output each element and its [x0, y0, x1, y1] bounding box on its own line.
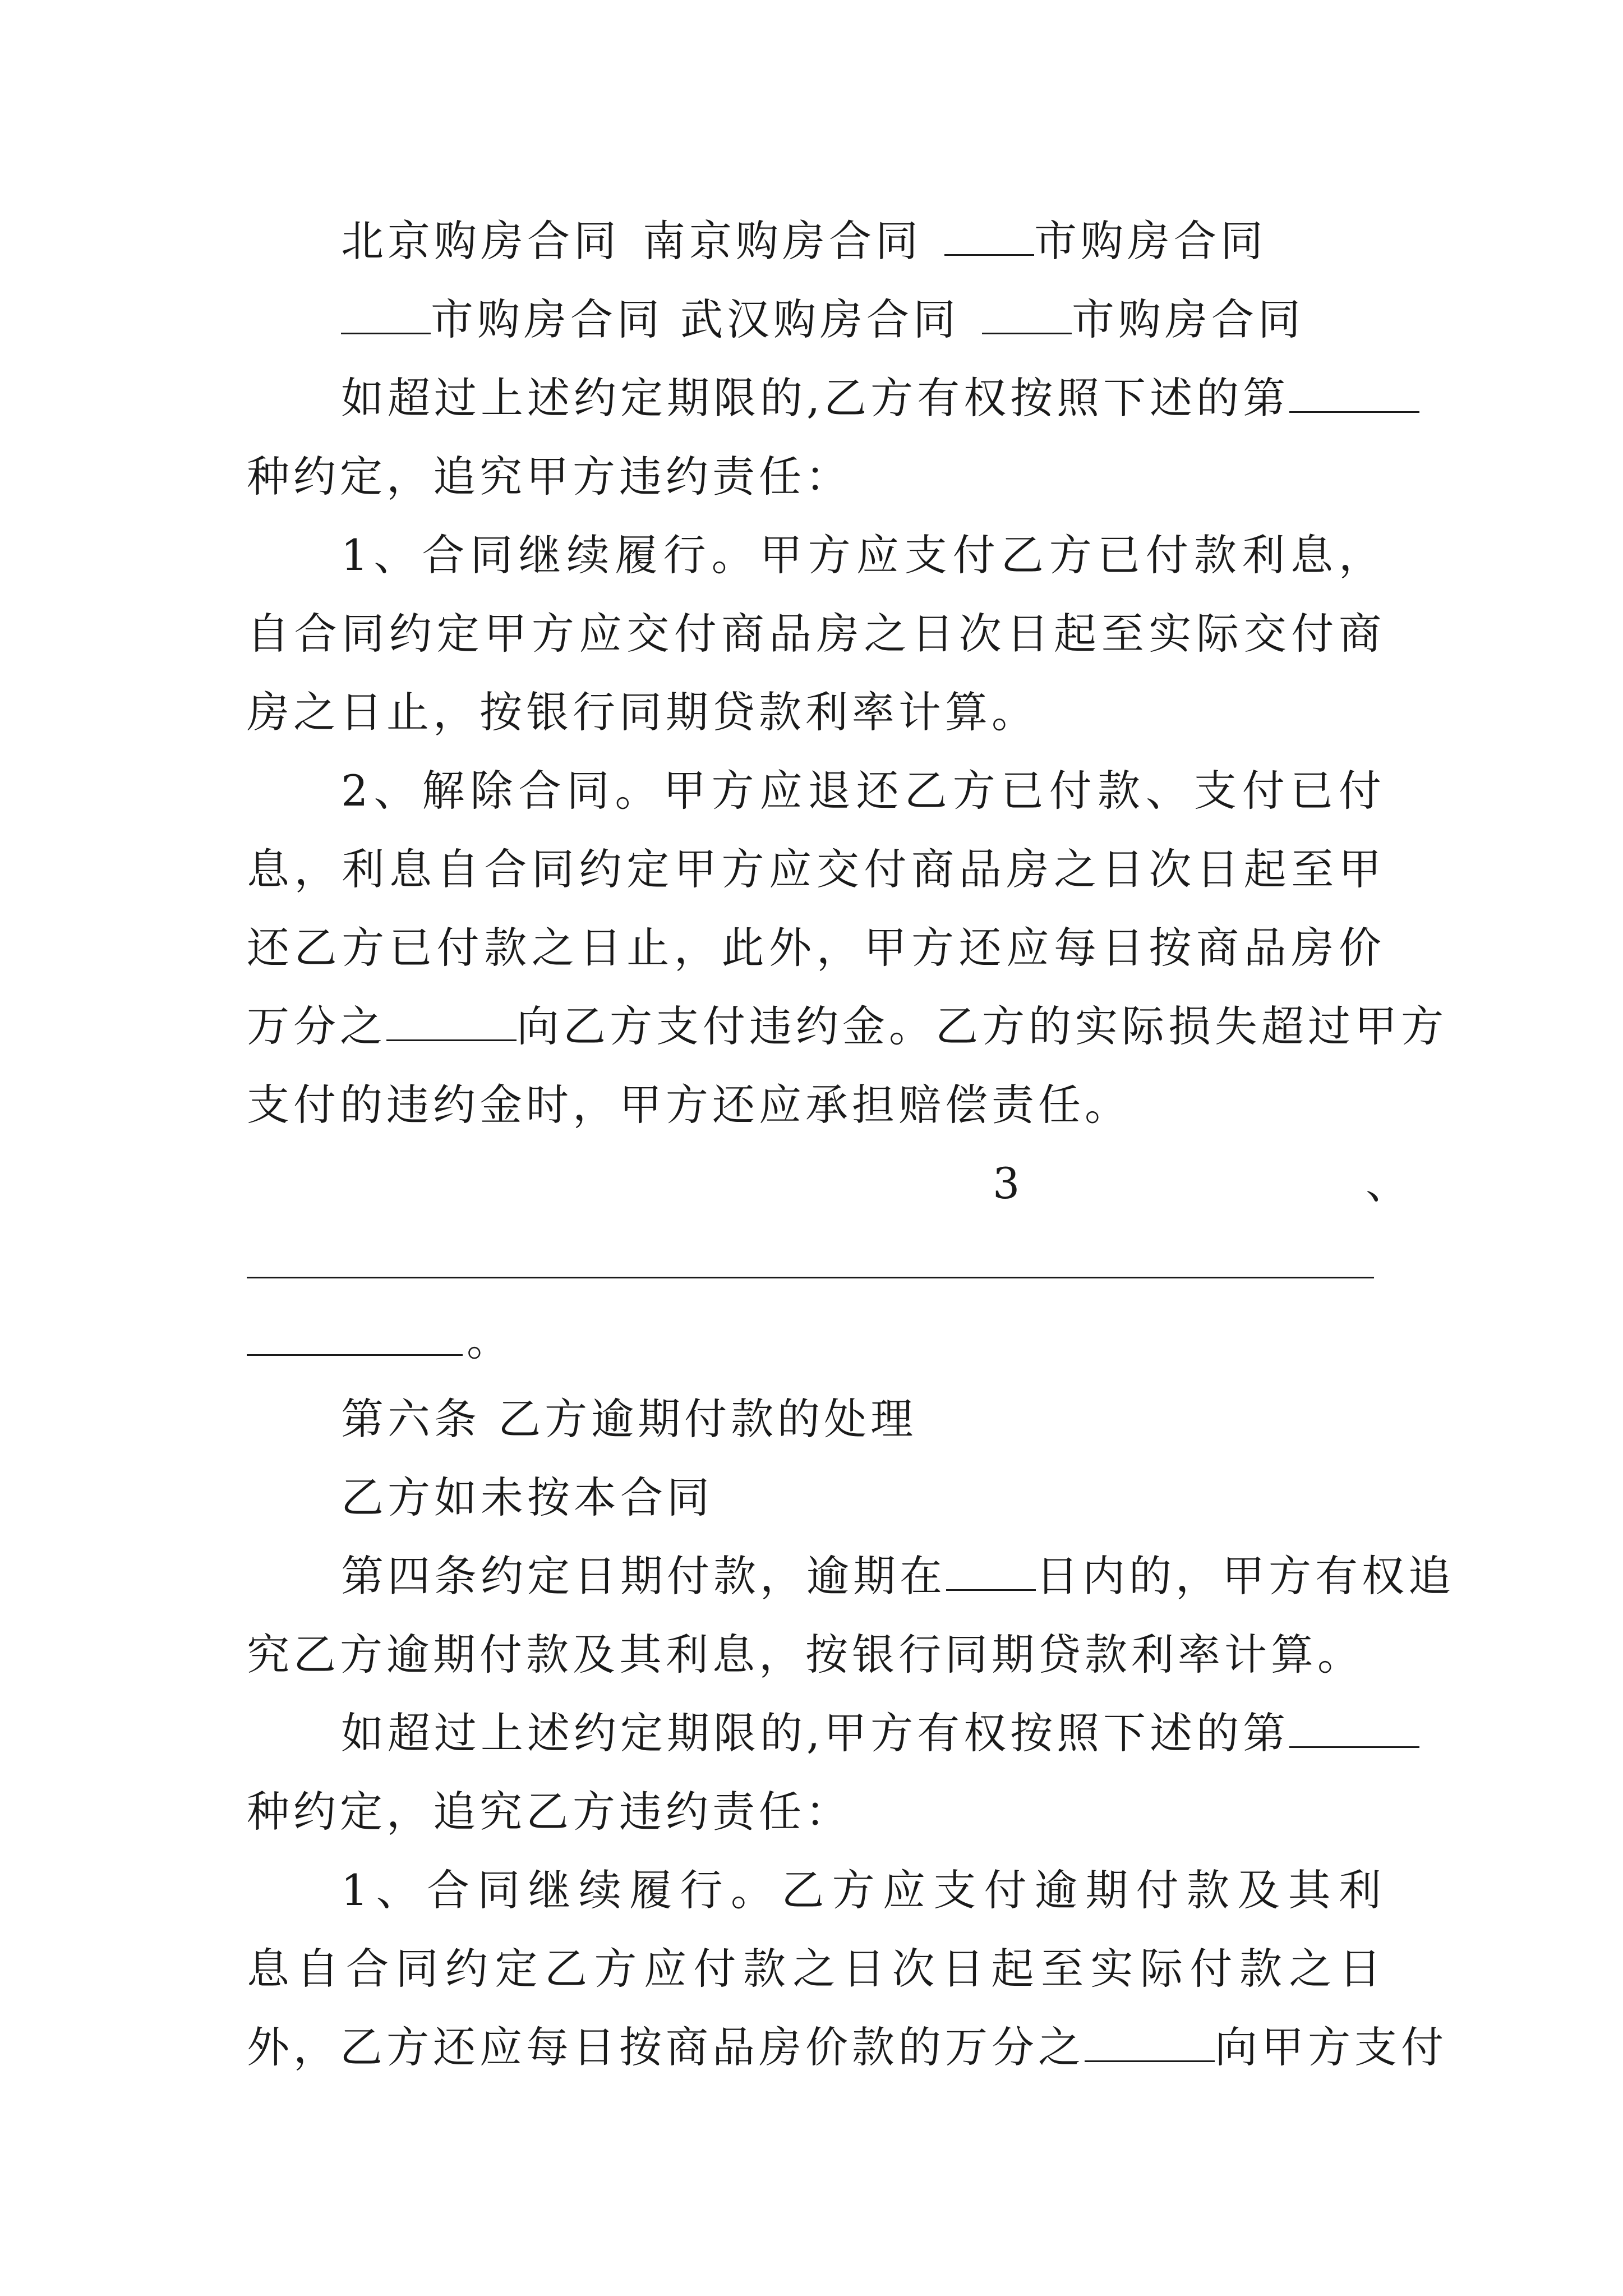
related-links-row-2 [247, 280, 1385, 359]
link-beijing-contract[interactable]: 北京购房合同 [341, 216, 620, 266]
city-blank [982, 303, 1072, 334]
city-blank [944, 225, 1034, 256]
seller-option-2-line-1: 2、解除合同。甲方应退还乙方已付款、支付已付 [341, 766, 1385, 816]
seller-option-2-line-2: 息，利息自合同约定甲方应交付商品房之日次日起至甲 [247, 844, 1385, 894]
option-number-blank [1289, 382, 1419, 413]
enumeration-comma: 、 [1366, 1158, 1408, 1208]
penalty-rate-blank [386, 1010, 517, 1041]
penalty-rate-blank [1085, 2031, 1215, 2062]
article-6-line-1: 乙方如未按本合同 [341, 1473, 713, 1522]
paragraph-text: 向乙方支付违约金。乙方的实际损失超过甲方 [517, 1001, 1447, 1051]
seller-option-1-line-3: 房之日止，按银行同期贷款利率计算。 [247, 687, 1038, 737]
seller-option-3-end-line [247, 1301, 1385, 1380]
seller-option-2-line-4 [247, 987, 1447, 1066]
days-blank [946, 1560, 1036, 1591]
document-page [247, 202, 1455, 2087]
paragraph-text: 向甲方支付 [1215, 2022, 1447, 2072]
article-6-line-3: 究乙方逾期付款及其利息，按银行同期贷款利率计算。 [247, 1630, 1364, 1680]
seller-option-2-line-3: 还乙方已付款之日止，此外，甲方还应每日按商品房价 [247, 923, 1385, 973]
buyer-option-1-line-2: 息自合同约定乙方应付款之日次日起至实际付款之日 [247, 1944, 1385, 1994]
paragraph-text: 如超过上述约定期限的,甲方有权按照下述的第 [341, 1708, 1290, 1758]
paragraph-text: 第四条约定日期付款，逾期在 [341, 1551, 946, 1601]
seller-option-1-line-2: 自合同约定甲方应交付商品房之日次日起至实际交付商 [247, 609, 1385, 659]
option-number: 3 [993, 1158, 1020, 1208]
link-city-contract[interactable]: 市购房合同 [1072, 295, 1304, 344]
buyer-overdue-line-2: 种约定，追究乙方违约责任： [247, 1787, 852, 1837]
seller-option-1-line-1: 1、合同继续履行。甲方应支付乙方已付款利息， [341, 530, 1385, 580]
option-number-blank [1289, 1717, 1419, 1748]
fill-in-rule [247, 1277, 1374, 1278]
paragraph-text: 日内的，甲方有权追 [1036, 1551, 1455, 1601]
seller-option-2-line-5: 支付的违约金时，甲方还应承担赔偿责任。 [247, 1080, 1131, 1130]
fill-in-blank [247, 1331, 463, 1356]
link-nanjing-contract[interactable]: 南京购房合同 [643, 216, 922, 266]
paragraph-text: 万分之 [247, 1001, 386, 1051]
buyer-overdue-line-1 [247, 1694, 1385, 1773]
paragraph-text: 种约定，追究甲方违约责任： [247, 452, 852, 501]
link-city-contract[interactable]: 市购房合同 [1034, 216, 1267, 266]
seller-option-3-number-line [247, 1144, 1408, 1223]
city-blank [341, 303, 431, 334]
seller-overdue-line-1 [247, 359, 1385, 438]
seller-overdue-line-2 [247, 438, 1385, 516]
link-wuhan-contract[interactable]: 武汉购房合同 [680, 295, 960, 344]
article-6-line-2 [247, 1537, 1455, 1616]
seller-option-3-fill-line [247, 1223, 1385, 1301]
link-city-contract[interactable]: 市购房合同 [431, 295, 663, 344]
related-links-row-1 [247, 202, 1385, 280]
buyer-option-1-line-1: 1、合同继续履行。乙方应支付逾期付款及其利 [341, 1865, 1385, 1915]
paragraph-text: 如超过上述约定期限的,乙方有权按照下述的第 [341, 373, 1290, 423]
buyer-option-1-line-3 [247, 2008, 1447, 2087]
article-6-heading: 第六条 乙方逾期付款的处理 [341, 1394, 917, 1444]
period-mark: 。 [467, 1315, 509, 1365]
paragraph-text: 外，乙方还应每日按商品房价款的万分之 [247, 2022, 1085, 2072]
